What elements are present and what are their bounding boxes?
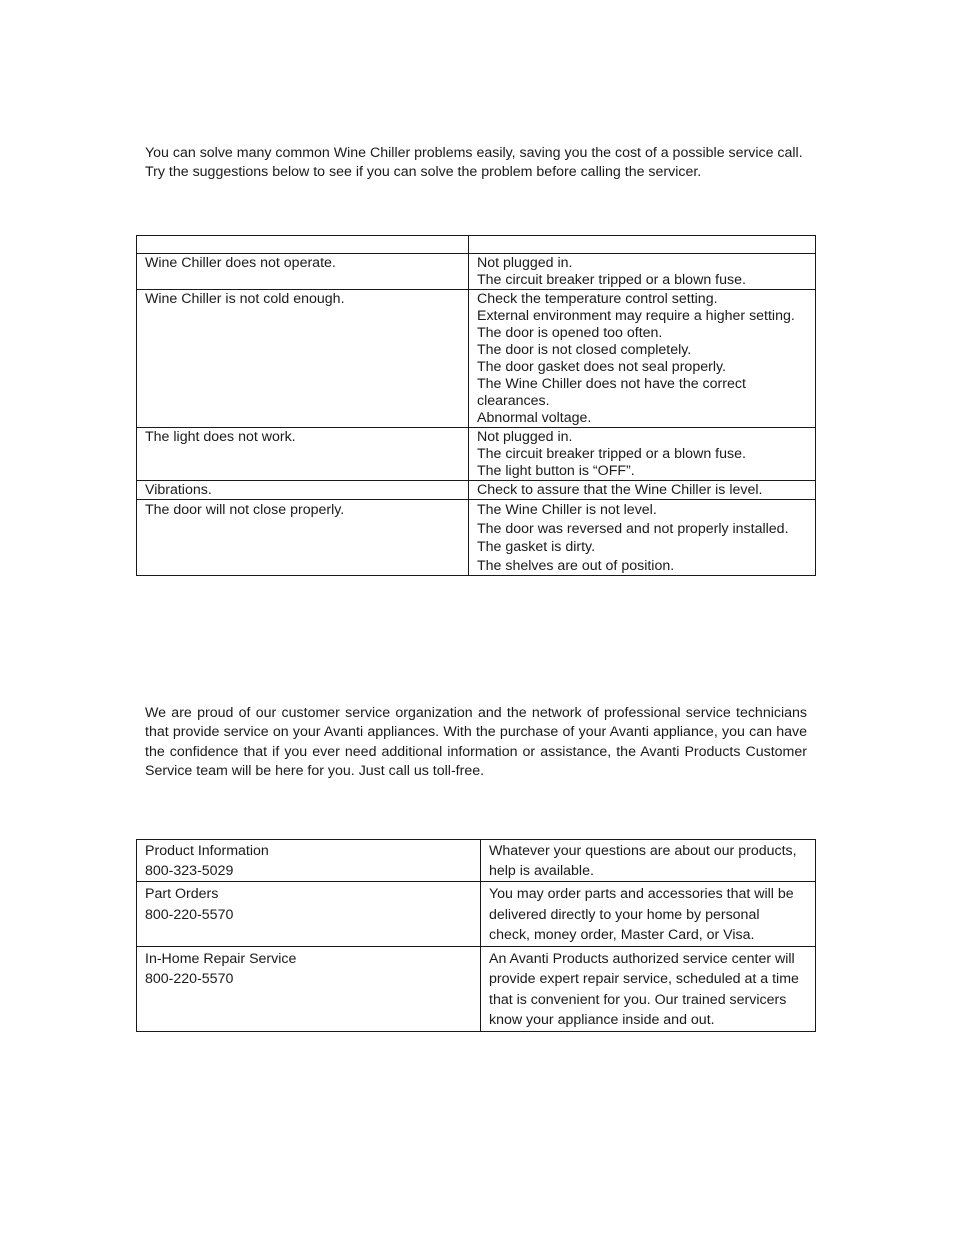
contact-name-cell xyxy=(137,946,481,1031)
troubleshooting-table xyxy=(136,235,816,576)
problem-text: Vibrations. xyxy=(145,482,212,498)
cause-line: The Wine Chiller is not level. xyxy=(477,502,657,518)
cause-cell xyxy=(469,254,816,290)
problem-cell xyxy=(137,254,469,290)
cause-line: The shelves are out of position. xyxy=(477,557,675,574)
cause-cell xyxy=(469,428,816,481)
cause-line: Check to assure that the Wine Chiller is level. xyxy=(477,482,763,498)
table-row xyxy=(137,254,816,290)
cause-cell xyxy=(469,290,816,428)
table-row xyxy=(137,840,816,882)
cause-line: The door gasket does not seal properly. xyxy=(477,359,726,375)
contact-desc-cell xyxy=(481,840,816,882)
contact-name: Product Information xyxy=(145,843,269,859)
contact-desc-line: You may order parts and accessories that will be xyxy=(489,886,794,903)
contact-desc-cell xyxy=(481,946,816,1031)
cause-line: External environment may require a higher setting. xyxy=(477,308,795,324)
contact-desc-line: provide expert repair service, scheduled at a time xyxy=(489,971,799,988)
intro-paragraph: You can solve many common Wine Chiller problems easily, saving you the cost of a possible service call. Try the suggestions below to see if you can solve the problem before calling the servicer. xyxy=(145,145,803,180)
cause-line: Not plugged in. xyxy=(477,429,573,445)
problem-cell xyxy=(137,481,469,500)
table-row xyxy=(137,428,816,481)
header-cell-cause xyxy=(469,236,816,254)
contact-name-cell xyxy=(137,840,481,882)
cause-line: Abnormal voltage. xyxy=(477,410,592,426)
service-paragraph: We are proud of our customer service organization and the network of professional service technicians that provide service on your Avanti appliances. With the purchase of your Avanti appliance, you can have the confidence that if you ever need additional information or assistance, the Avanti Products Customer Service team will be here for you. Just call us toll-free. xyxy=(145,705,807,780)
cause-line: The light button is “OFF”. xyxy=(477,463,635,479)
contact-name: Part Orders xyxy=(145,886,219,903)
cause-line: The circuit breaker tripped or a blown fuse. xyxy=(477,446,746,462)
cause-cell xyxy=(469,500,816,576)
cause-line: The Wine Chiller does not have the correct clearances. xyxy=(477,376,746,409)
problem-text: Wine Chiller does not operate. xyxy=(145,255,336,271)
header-cell-problem xyxy=(137,236,469,254)
contact-desc-line: delivered directly to your home by personal xyxy=(489,906,760,923)
problem-cell xyxy=(137,290,469,428)
contact-desc-line: Whatever your questions are about our products, xyxy=(489,843,797,859)
cause-line: The gasket is dirty. xyxy=(477,539,596,556)
problem-cell xyxy=(137,428,469,481)
contact-desc-line: that is convenient for you. Our trained servicers xyxy=(489,991,787,1008)
problem-text: The light does not work. xyxy=(145,429,296,445)
table-row xyxy=(137,500,816,576)
contact-desc-line: check, money order, Master Card, or Visa. xyxy=(489,927,755,944)
cause-line: Not plugged in. xyxy=(477,255,573,271)
cause-line: The door is opened too often. xyxy=(477,325,663,341)
contact-phone: 800-220-5570 xyxy=(145,971,234,988)
troubleshooting-header-row xyxy=(137,236,816,254)
table-row xyxy=(137,882,816,947)
contact-desc-line: help is available. xyxy=(489,862,594,879)
contact-desc-line: An Avanti Products authorized service center will xyxy=(489,950,795,967)
contact-name-cell xyxy=(137,882,481,947)
problem-text: Wine Chiller is not cold enough. xyxy=(145,291,345,307)
table-row xyxy=(137,290,816,428)
contact-phone: 800-220-5570 xyxy=(145,906,234,923)
table-row xyxy=(137,481,816,500)
cause-line: The door was reversed and not properly installed. xyxy=(477,520,789,537)
problem-text: The door will not close properly. xyxy=(145,502,345,518)
cause-line: The door is not closed completely. xyxy=(477,342,692,358)
cause-cell xyxy=(469,481,816,500)
contact-desc-cell xyxy=(481,882,816,947)
contact-phone: 800-323-5029 xyxy=(145,862,234,879)
cause-line: Check the temperature control setting. xyxy=(477,291,718,307)
problem-cell xyxy=(137,500,469,576)
cause-line: The circuit breaker tripped or a blown fuse. xyxy=(477,272,746,288)
contact-name: In-Home Repair Service xyxy=(145,950,297,967)
contact-desc-line: know your appliance inside and out. xyxy=(489,1012,715,1029)
contact-table xyxy=(136,839,816,1032)
table-row xyxy=(137,946,816,1031)
